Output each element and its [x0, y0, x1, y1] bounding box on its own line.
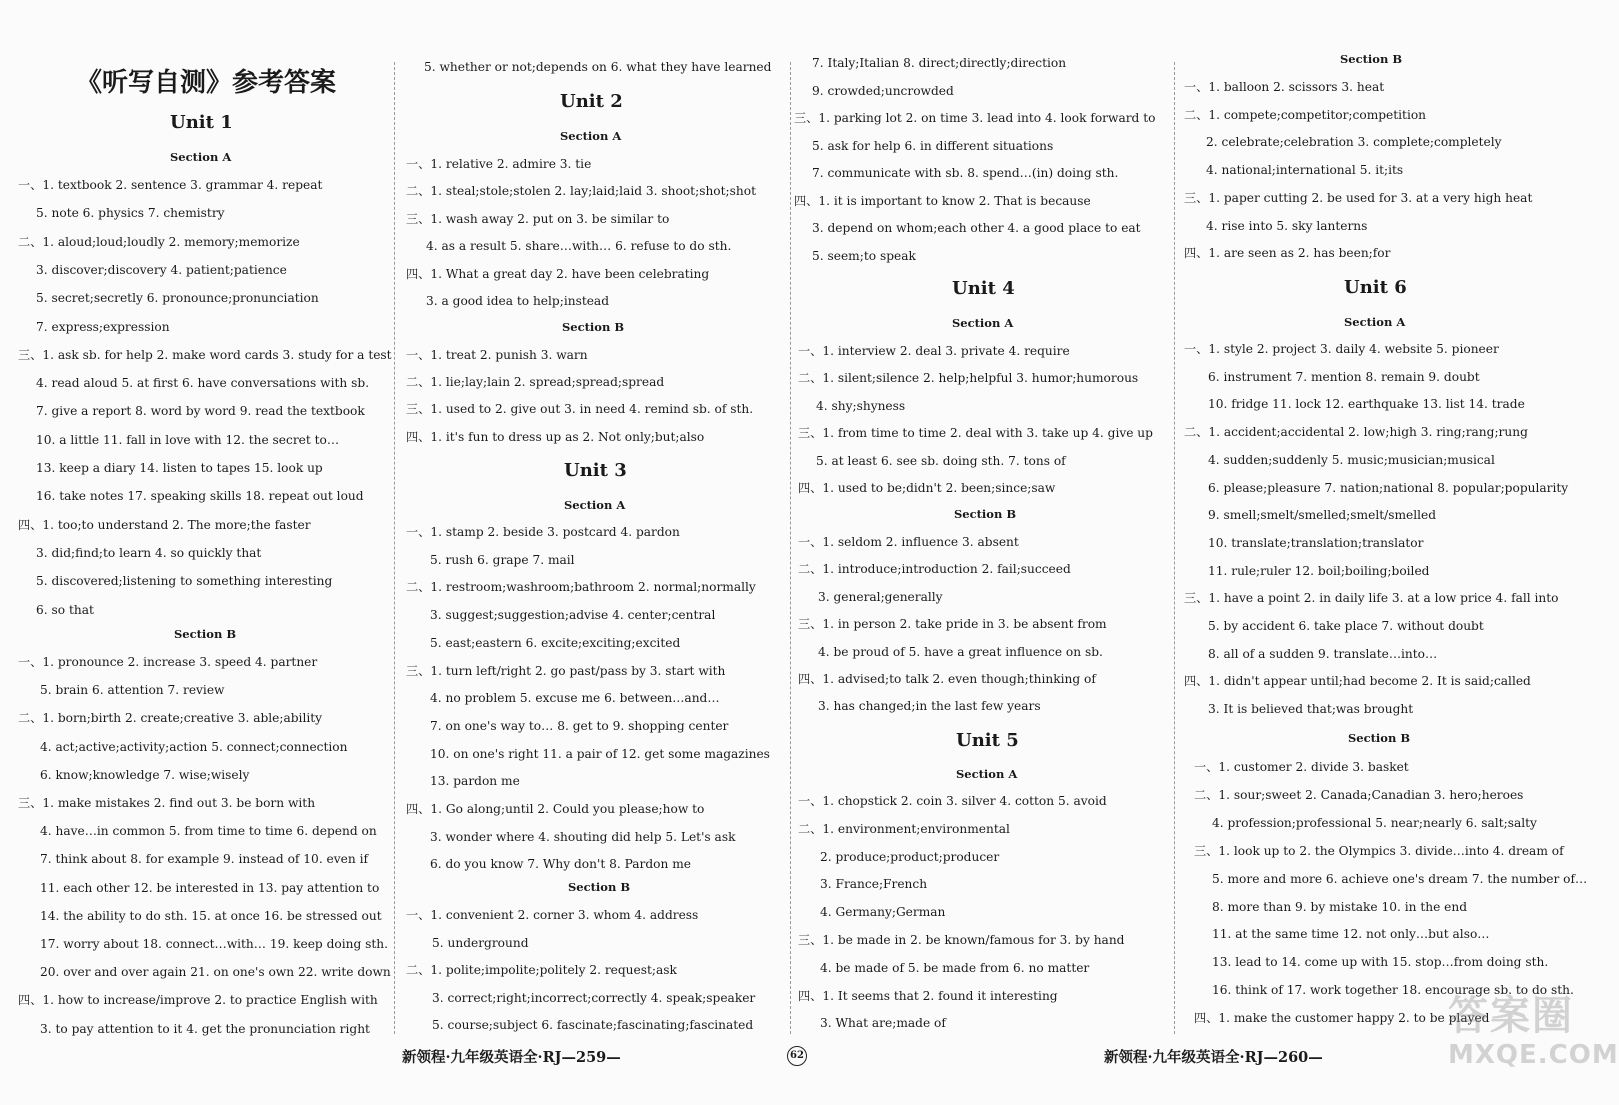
column-2: [398, 0, 788, 1045]
answer-line: 二、1. restroom;washroom;bathroom 2. normal;normally: [406, 580, 756, 595]
answer-line: 13. pardon me: [430, 774, 520, 789]
answer-line: 16. take notes 17. speaking skills 18. repeat out loud: [36, 489, 364, 504]
answer-line: 3. to pay attention to it 4. get the pronunciation right: [40, 1021, 370, 1036]
answer-line: 7. express;expression: [36, 319, 170, 334]
answer-line: 3. general;generally: [818, 589, 943, 604]
answer-line: 四、1. too;to understand 2. The more;the faster: [18, 517, 311, 532]
answer-line: 三、1. be made in 2. be known/famous for 3. by hand: [798, 933, 1125, 947]
column-divider: [394, 62, 395, 1034]
answer-line: 二、1. aloud;loud;loudly 2. memory;memorize: [18, 234, 300, 249]
answer-line: 4. act;active;activity;action 5. connect;connection: [40, 739, 348, 754]
column-1: [0, 0, 390, 1045]
answer-line: 10. fridge 11. lock 12. earthquake 13. list 14. trade: [1208, 397, 1525, 412]
answer-line: 一、1. relative 2. admire 3. tie: [406, 157, 592, 171]
answer-line: 四、1. how to increase/improve 2. to practice English with: [18, 993, 378, 1008]
section-heading: Section A: [952, 316, 1014, 330]
answer-line: 17. worry about 18. connect…with… 19. keep doing sth.: [40, 937, 389, 951]
answer-line: 三、1. used to 2. give out 3. in need 4. remind sb. of sth.: [406, 402, 754, 417]
answer-line: 5. rush 6. grape 7. mail: [430, 552, 575, 567]
answer-line: 一、1. convenient 2. corner 3. whom 4. address: [406, 908, 699, 922]
column-divider: [1174, 62, 1175, 1034]
answer-line: 四、1. didn't appear until;had become 2. It is said;called: [1184, 674, 1531, 689]
answer-line: 16. think of 17. work together 18. encourage sb. to do sth.: [1212, 983, 1574, 998]
answer-line: 2. celebrate;celebration 3. complete;completely: [1206, 135, 1502, 150]
answer-line: 5. course;subject 6. fascinate;fascinating;fascinated: [432, 1018, 754, 1032]
answer-line: 一、1. interview 2. deal 3. private 4. require: [798, 344, 1070, 358]
answer-line: 四、1. used to be;didn't 2. been;since;saw: [798, 481, 1056, 495]
answer-line: 6. do you know 7. Why don't 8. Pardon me: [430, 857, 691, 872]
answer-line: 10. a little 11. fall in love with 12. the secret to…: [36, 432, 340, 447]
section-heading: Section B: [954, 507, 1017, 521]
answer-line: 11. rule;ruler 12. boil;boiling;boiled: [1208, 563, 1430, 578]
answer-line: 3. discover;discovery 4. patient;patience: [36, 262, 287, 277]
answer-line: 三、1. ask sb. for help 2. make word cards 3. study for a test: [18, 347, 392, 362]
answer-line: 一、1. textbook 2. sentence 3. grammar 4. repeat: [18, 178, 323, 192]
answer-line: 二、1. introduce;introduction 2. fail;succeed: [798, 562, 1071, 577]
answer-line: 一、1. chopstick 2. coin 3. silver 4. cotton 5. avoid: [798, 794, 1107, 808]
watermark-url: MXQE.COM: [1448, 1040, 1619, 1070]
answer-line: 3. wonder where 4. shouting did help 5. Let's ask: [430, 829, 736, 844]
answer-line: 3. It is believed that;was brought: [1208, 702, 1414, 717]
section-heading: Section B: [562, 320, 625, 334]
section-heading: Section A: [170, 150, 232, 164]
answer-line: 7. give a report 8. word by word 9. read the textbook: [36, 404, 365, 419]
answer-line: 3. France;French: [820, 877, 928, 892]
column-3: [794, 0, 1172, 1045]
column-4: [1178, 0, 1588, 1045]
page-footer-left: 新领程·九年级英语全·RJ—259—: [402, 1049, 621, 1066]
answer-line: 一、1. style 2. project 3. daily 4. website 5. pioneer: [1184, 342, 1499, 356]
answer-line: 6. please;pleasure 7. nation;national 8. popular;popularity: [1208, 480, 1569, 495]
answer-line: 4. be made of 5. be made from 6. no matter: [820, 960, 1090, 975]
answer-line: 6. so that: [36, 602, 94, 617]
unit-heading: Unit 3: [564, 460, 627, 481]
answer-line: 4. as a result 5. share…with… 6. refuse to do sth.: [426, 239, 732, 254]
answer-line: 5. by accident 6. take place 7. without doubt: [1208, 619, 1484, 633]
answer-line: 9. crowded;uncrowded: [812, 83, 954, 98]
answer-line: 4. sudden;suddenly 5. music;musician;musical: [1208, 452, 1495, 467]
unit-heading: Unit 1: [170, 112, 233, 133]
answer-line: 3. What are;made of: [820, 1016, 946, 1031]
answer-line: 二、1. polite;impolite;politely 2. request;ask: [406, 963, 677, 977]
answer-line: 四、1. Go along;until 2. Could you please;how to: [406, 802, 705, 816]
page-footer-right: 新领程·九年级英语全·RJ—260—: [1104, 1049, 1323, 1066]
section-heading: Section B: [174, 627, 237, 641]
answer-line: 二、1. environment;environmental: [798, 821, 1010, 836]
answer-line: 13. lead to 14. come up with 15. stop…from doing sth.: [1212, 955, 1549, 970]
answer-line: 3. depend on whom;each other 4. a good place to eat: [812, 221, 1141, 235]
answer-line: 4. have…in common 5. from time to time 6. depend on: [40, 824, 377, 839]
answer-line: 3. suggest;suggestion;advise 4. center;central: [430, 608, 716, 623]
section-heading: Section A: [956, 767, 1018, 781]
answer-line: 二、1. accident;accidental 2. low;high 3. ring;rang;rung: [1184, 425, 1528, 440]
answer-line: 四、1. It seems that 2. found it interesting: [798, 988, 1058, 1003]
watermark-text: 答案圈: [1448, 993, 1574, 1039]
section-heading: Section B: [1340, 52, 1403, 66]
answer-line: 二、1. born;birth 2. create;creative 3. able;ability: [18, 711, 323, 726]
answer-line: 20. over and over again 21. on one's own 22. write down: [40, 965, 391, 980]
answer-line: 三、1. look up to 2. the Olympics 3. divide…into 4. dream of: [1194, 843, 1564, 858]
answer-line: 4. be proud of 5. have a great influence on sb.: [818, 644, 1103, 659]
answer-line: 三、1. from time to time 2. deal with 3. take up 4. give up: [798, 426, 1153, 441]
answer-line: 四、1. are seen as 2. has been;for: [1184, 246, 1391, 261]
section-heading: Section B: [568, 880, 631, 894]
answer-line: 8. more than 9. by mistake 10. in the end: [1212, 899, 1468, 914]
answer-line: 二、1. compete;competitor;competition: [1184, 107, 1427, 122]
answer-line: 四、1. it's fun to dress up as 2. Not only;but;also: [406, 429, 705, 444]
section-heading: Section B: [1348, 731, 1411, 745]
page-number-badge: 62: [787, 1046, 807, 1066]
answer-line: 二、1. steal;stole;stolen 2. lay;laid;laid 3. shoot;shot;shot: [406, 184, 756, 199]
unit-heading: Unit 6: [1344, 277, 1407, 298]
answer-line: 5. at least 6. see sb. doing sth. 7. tons of: [816, 453, 1066, 468]
answer-line: 5. seem;to speak: [812, 248, 916, 263]
answer-line: 三、1. make mistakes 2. find out 3. be born with: [18, 796, 316, 810]
answer-line: 三、1. in person 2. take pride in 3. be absent from: [798, 617, 1107, 632]
answer-line: 四、1. make the customer happy 2. to be played: [1194, 1011, 1490, 1026]
answer-line: 10. translate;translation;translator: [1208, 535, 1424, 550]
column-divider: [790, 62, 791, 1034]
answer-line: 4. national;international 5. it;its: [1206, 163, 1404, 178]
answer-line: 4. no problem 5. excuse me 6. between…and…: [430, 691, 720, 706]
answer-line: 3. a good idea to help;instead: [426, 294, 610, 308]
answer-line: 5. secret;secretly 6. pronounce;pronunciation: [36, 291, 319, 306]
answer-line: 一、1. treat 2. punish 3. warn: [406, 348, 588, 362]
answer-line: 二、1. lie;lay;lain 2. spread;spread;spread: [406, 375, 665, 390]
answer-line: 一、1. customer 2. divide 3. basket: [1194, 760, 1409, 774]
answer-line: 13. keep a diary 14. listen to tapes 15. look up: [36, 461, 323, 475]
answer-line: 7. think about 8. for example 9. instead of 10. even if: [40, 852, 369, 867]
answer-line: 一、1. seldom 2. influence 3. absent: [798, 535, 1019, 549]
answer-line: 11. each other 12. be interested in 13. pay attention to: [40, 880, 380, 895]
answer-line: 5. note 6. physics 7. chemistry: [36, 206, 225, 221]
answer-line: 3. has changed;in the last few years: [818, 699, 1041, 714]
answer-line: 3. correct;right;incorrect;correctly 4. speak;speaker: [432, 990, 756, 1005]
answer-line: 5. whether or not;depends on 6. what they have learned: [424, 60, 772, 74]
answer-line: 7. on one's way to… 8. get to 9. shopping center: [430, 718, 729, 733]
answer-line: 11. at the same time 12. not only…but also…: [1212, 927, 1490, 942]
section-heading: Section A: [564, 498, 626, 512]
section-heading: Section A: [1344, 315, 1406, 329]
answer-line: 5. more and more 6. achieve one's dream 7. the number of…: [1212, 871, 1588, 886]
answer-line: 二、1. sour;sweet 2. Canada;Canadian 3. hero;heroes: [1194, 787, 1524, 802]
answer-line: 四、1. What a great day 2. have been celebrating: [406, 266, 710, 281]
answer-line: 一、1. pronounce 2. increase 3. speed 4. partner: [18, 655, 318, 669]
answer-line: 6. instrument 7. mention 8. remain 9. doubt: [1208, 369, 1480, 384]
answer-line: 5. brain 6. attention 7. review: [40, 683, 225, 698]
answer-line: 5. ask for help 6. in different situations: [812, 138, 1054, 153]
answer-line: 一、1. stamp 2. beside 3. postcard 4. pardon: [406, 525, 680, 539]
answer-line: 一、1. balloon 2. scissors 3. heat: [1184, 80, 1385, 94]
answer-line: 三、1. parking lot 2. on time 3. lead into 4. look forward to: [794, 111, 1156, 125]
answer-line: 三、1. paper cutting 2. be used for 3. at a very high heat: [1184, 190, 1533, 205]
unit-heading: Unit 5: [956, 730, 1019, 751]
unit-heading: Unit 2: [560, 91, 623, 112]
answer-line: 四、1. advised;to talk 2. even though;thinking of: [798, 672, 1096, 686]
answer-line: 6. know;knowledge 7. wise;wisely: [40, 767, 250, 782]
answer-line: 7. communicate with sb. 8. spend…(in) doing sth.: [812, 166, 1119, 180]
watermark-logo: [1448, 978, 1619, 1088]
answer-line: 5. discovered;listening to something interesting: [36, 574, 333, 589]
answer-line: 4. rise into 5. sky lanterns: [1206, 218, 1368, 233]
answer-line: 4. shy;shyness: [816, 398, 906, 413]
answer-line: 三、1. have a point 2. in daily life 3. at a low price 4. fall into: [1184, 591, 1559, 606]
answer-line: 5. underground: [432, 935, 529, 950]
answer-line: 4. Germany;German: [820, 905, 946, 920]
answer-line: 三、1. wash away 2. put on 3. be similar to: [406, 211, 670, 226]
answer-line: 4. profession;professional 5. near;nearly 6. salt;salty: [1212, 815, 1537, 830]
answer-line: 2. produce;product;producer: [820, 849, 1000, 864]
answer-line: 14. the ability to do sth. 15. at once 16. be stressed out: [40, 908, 382, 923]
answer-line: 三、1. turn left/right 2. go past/pass by 3. start with: [406, 663, 726, 678]
answer-line: 9. smell;smelt/smelled;smelt/smelled: [1208, 508, 1437, 523]
answer-line: 8. all of a sudden 9. translate…into…: [1208, 646, 1438, 661]
answer-line: 3. did;find;to learn 4. so quickly that: [36, 545, 262, 560]
unit-heading: Unit 4: [952, 278, 1015, 299]
page-title: 《听写自测》参考答案: [76, 68, 337, 98]
answer-line: 10. on one's right 11. a pair of 12. get some magazines: [430, 746, 770, 761]
answer-line: 四、1. it is important to know 2. That is because: [794, 193, 1091, 208]
answer-line: 二、1. silent;silence 2. help;helpful 3. humor;humorous: [798, 371, 1139, 386]
section-heading: Section A: [560, 129, 622, 143]
answer-line: 7. Italy;Italian 8. direct;directly;direction: [812, 56, 1067, 70]
answer-line: 5. east;eastern 6. excite;exciting;excited: [430, 635, 681, 650]
answer-line: 4. read aloud 5. at first 6. have conversations with sb.: [36, 376, 370, 391]
